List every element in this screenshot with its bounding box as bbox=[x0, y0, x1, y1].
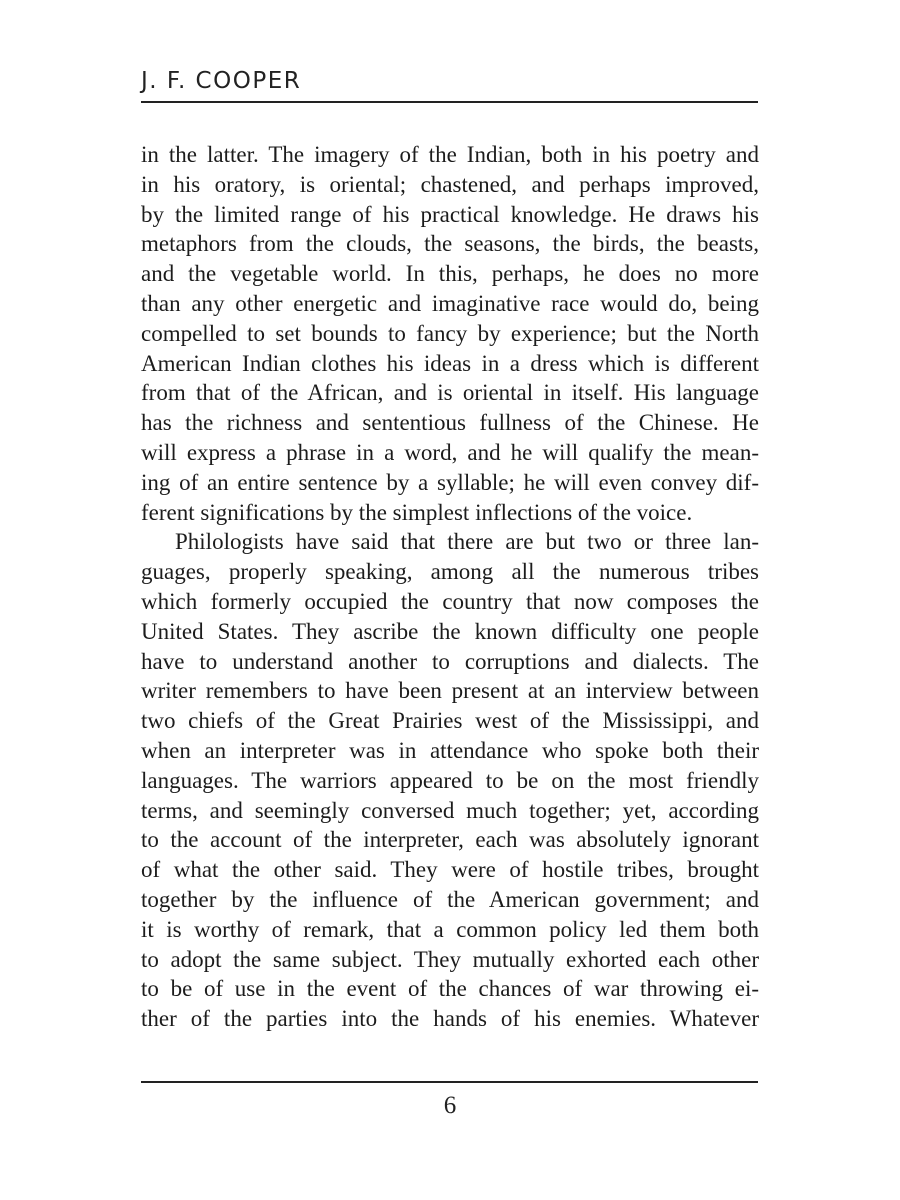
running-head: J. F. COOPER bbox=[141, 68, 302, 94]
text-line: two chiefs of the Great Prairies west of the Mississippi, and bbox=[141, 708, 759, 734]
footer-rule bbox=[141, 1081, 758, 1083]
text-line: of what the other said. They were of hostile tribes, brought bbox=[141, 857, 759, 883]
text-line: in his oratory, is oriental; chastened, and perhaps improved, bbox=[141, 171, 759, 197]
paragraph bbox=[141, 527, 759, 1034]
paragraph bbox=[141, 140, 759, 527]
body-text bbox=[141, 140, 759, 1034]
text-line: ferent significations by the simplest inflections of the voice. bbox=[141, 499, 693, 525]
text-line: by the limited range of his practical knowledge. He draws his bbox=[141, 201, 759, 227]
text-line: ther of the parties into the hands of his enemies. Whatever bbox=[141, 1006, 759, 1032]
text-line: American Indian clothes his ideas in a dress which is different bbox=[141, 350, 759, 376]
text-line: United States. They ascribe the known difficulty one people bbox=[141, 618, 759, 644]
text-line: metaphors from the clouds, the seasons, the birds, the beasts, bbox=[141, 231, 759, 257]
text-line: it is worthy of remark, that a common policy led them both bbox=[141, 916, 759, 942]
text-line: when an interpreter was in attendance who spoke both their bbox=[141, 737, 759, 763]
text-line: which formerly occupied the country that now composes the bbox=[141, 588, 759, 614]
page-number: 6 bbox=[443, 1092, 457, 1119]
text-line: to the account of the interpreter, each was absolutely ignorant bbox=[141, 827, 759, 853]
text-line: has the richness and sententious fullness of the Chinese. He bbox=[141, 410, 759, 436]
text-line: and the vegetable world. In this, perhaps, he does no more bbox=[141, 261, 759, 287]
text-line: compelled to set bounds to fancy by experience; but the North bbox=[141, 320, 759, 346]
text-line: ing of an entire sentence by a syllable; he will even convey dif- bbox=[141, 469, 759, 495]
text-line: to adopt the same subject. They mutually exhorted each other bbox=[141, 946, 759, 972]
header-rule bbox=[141, 101, 758, 103]
text-line: in the latter. The imagery of the Indian, both in his poetry and bbox=[141, 142, 759, 167]
text-line: guages, properly speaking, among all the numerous tribes bbox=[141, 559, 759, 585]
text-line: Philologists have said that there are but two or three lan- bbox=[175, 529, 759, 555]
text-line: to be of use in the event of the chances of war throwing ei- bbox=[141, 976, 759, 1002]
text-line: from that of the African, and is oriental in itself. His language bbox=[141, 380, 759, 406]
text-line: terms, and seemingly conversed much together; yet, according bbox=[141, 797, 759, 823]
text-line: have to understand another to corruptions and dialects. The bbox=[141, 648, 759, 674]
text-line: together by the influence of the American government; and bbox=[141, 886, 759, 912]
text-line: languages. The warriors appeared to be on the most friendly bbox=[141, 767, 759, 793]
text-line: writer remembers to have been present at an interview between bbox=[141, 678, 759, 704]
text-line: than any other energetic and imaginative race would do, being bbox=[141, 290, 759, 316]
text-line: will express a phrase in a word, and he will qualify the mean- bbox=[141, 439, 759, 465]
